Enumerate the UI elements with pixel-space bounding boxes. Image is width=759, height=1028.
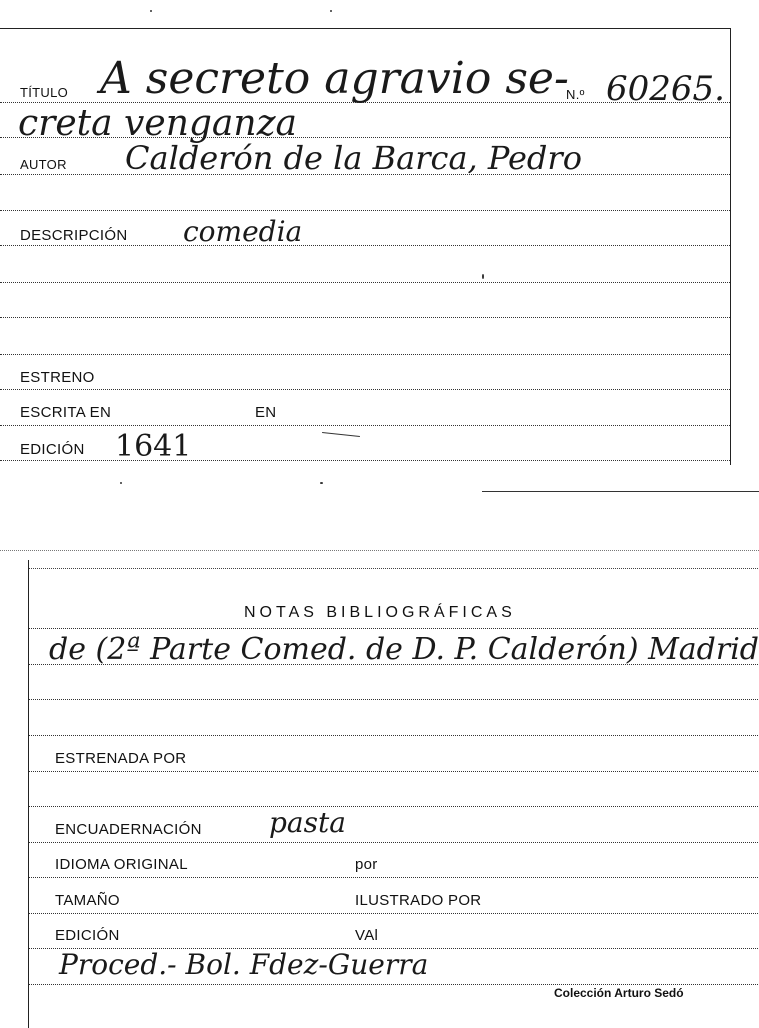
scan-speck	[150, 10, 152, 12]
scan-noise-row	[0, 550, 759, 551]
scan-speck	[120, 482, 122, 484]
notas-heading: NOTAS BIBLIOGRÁFICAS	[244, 604, 516, 621]
rule-line	[0, 245, 730, 246]
procedencia-value: Proced.- Bol. Fdez-Guerra	[59, 948, 429, 981]
rule-line	[29, 913, 759, 914]
rule-line	[0, 354, 730, 355]
edicion-label-2: EDICIÓN	[55, 927, 120, 944]
descripcion-value: comedia	[183, 215, 303, 248]
rule-line	[0, 282, 730, 283]
rule-line	[0, 210, 730, 211]
en-label: EN	[255, 404, 277, 421]
coleccion-footer: Colección Arturo Sedó	[554, 986, 684, 1000]
rule-line	[29, 735, 759, 736]
descripcion-label: DESCRIPCIÓN	[20, 227, 128, 244]
rule-line	[29, 806, 759, 807]
numero-value: 60265.	[606, 69, 725, 109]
titulo-value-line1: A secreto agravio se-	[100, 53, 569, 104]
escrita-en-label: ESCRITA EN	[20, 404, 112, 421]
idioma-original-label: IDIOMA ORIGINAL	[55, 856, 188, 873]
catalog-card-main	[0, 28, 731, 465]
rule-line	[29, 628, 759, 629]
numero-label: N.º	[566, 87, 585, 102]
estreno-label: ESTRENO	[20, 369, 95, 386]
notas-value: de (2ª Parte Comed. de D. P. Calderón) Madrid	[49, 632, 759, 667]
scan-mark	[322, 432, 360, 437]
encuadernacion-label: ENCUADERNACIÓN	[55, 821, 202, 838]
catalog-card-notes	[28, 560, 759, 1028]
rule-line	[0, 389, 730, 390]
rule-line	[29, 842, 759, 843]
rule-line	[29, 877, 759, 878]
card-top-edge	[29, 568, 759, 569]
rule-line	[0, 425, 730, 426]
estrenada-por-label: ESTRENADA POR	[55, 750, 187, 767]
edicion-value: 1641	[115, 429, 192, 464]
titulo-value-line2: creta venganza	[18, 103, 297, 144]
card-edge-line	[482, 491, 759, 492]
val-label: VAl	[355, 927, 379, 944]
autor-label: AUTOR	[20, 157, 67, 172]
autor-value: Calderón de la Barca, Pedro	[125, 139, 582, 177]
edicion-label: EDICIÓN	[20, 441, 85, 458]
ilustrado-por-label: ILUSTRADO POR	[355, 892, 482, 909]
rule-line	[0, 460, 730, 461]
tamano-label: TAMAÑO	[55, 892, 120, 909]
rule-line	[29, 771, 759, 772]
rule-line	[29, 699, 759, 700]
por-label: por	[355, 856, 378, 873]
encuadernacion-value: pasta	[269, 806, 346, 839]
rule-line	[0, 317, 730, 318]
rule-line	[29, 984, 759, 985]
scan-speck	[482, 274, 484, 279]
titulo-label: TÍTULO	[20, 85, 69, 100]
scan-speck	[320, 482, 323, 484]
scan-speck	[330, 10, 332, 12]
